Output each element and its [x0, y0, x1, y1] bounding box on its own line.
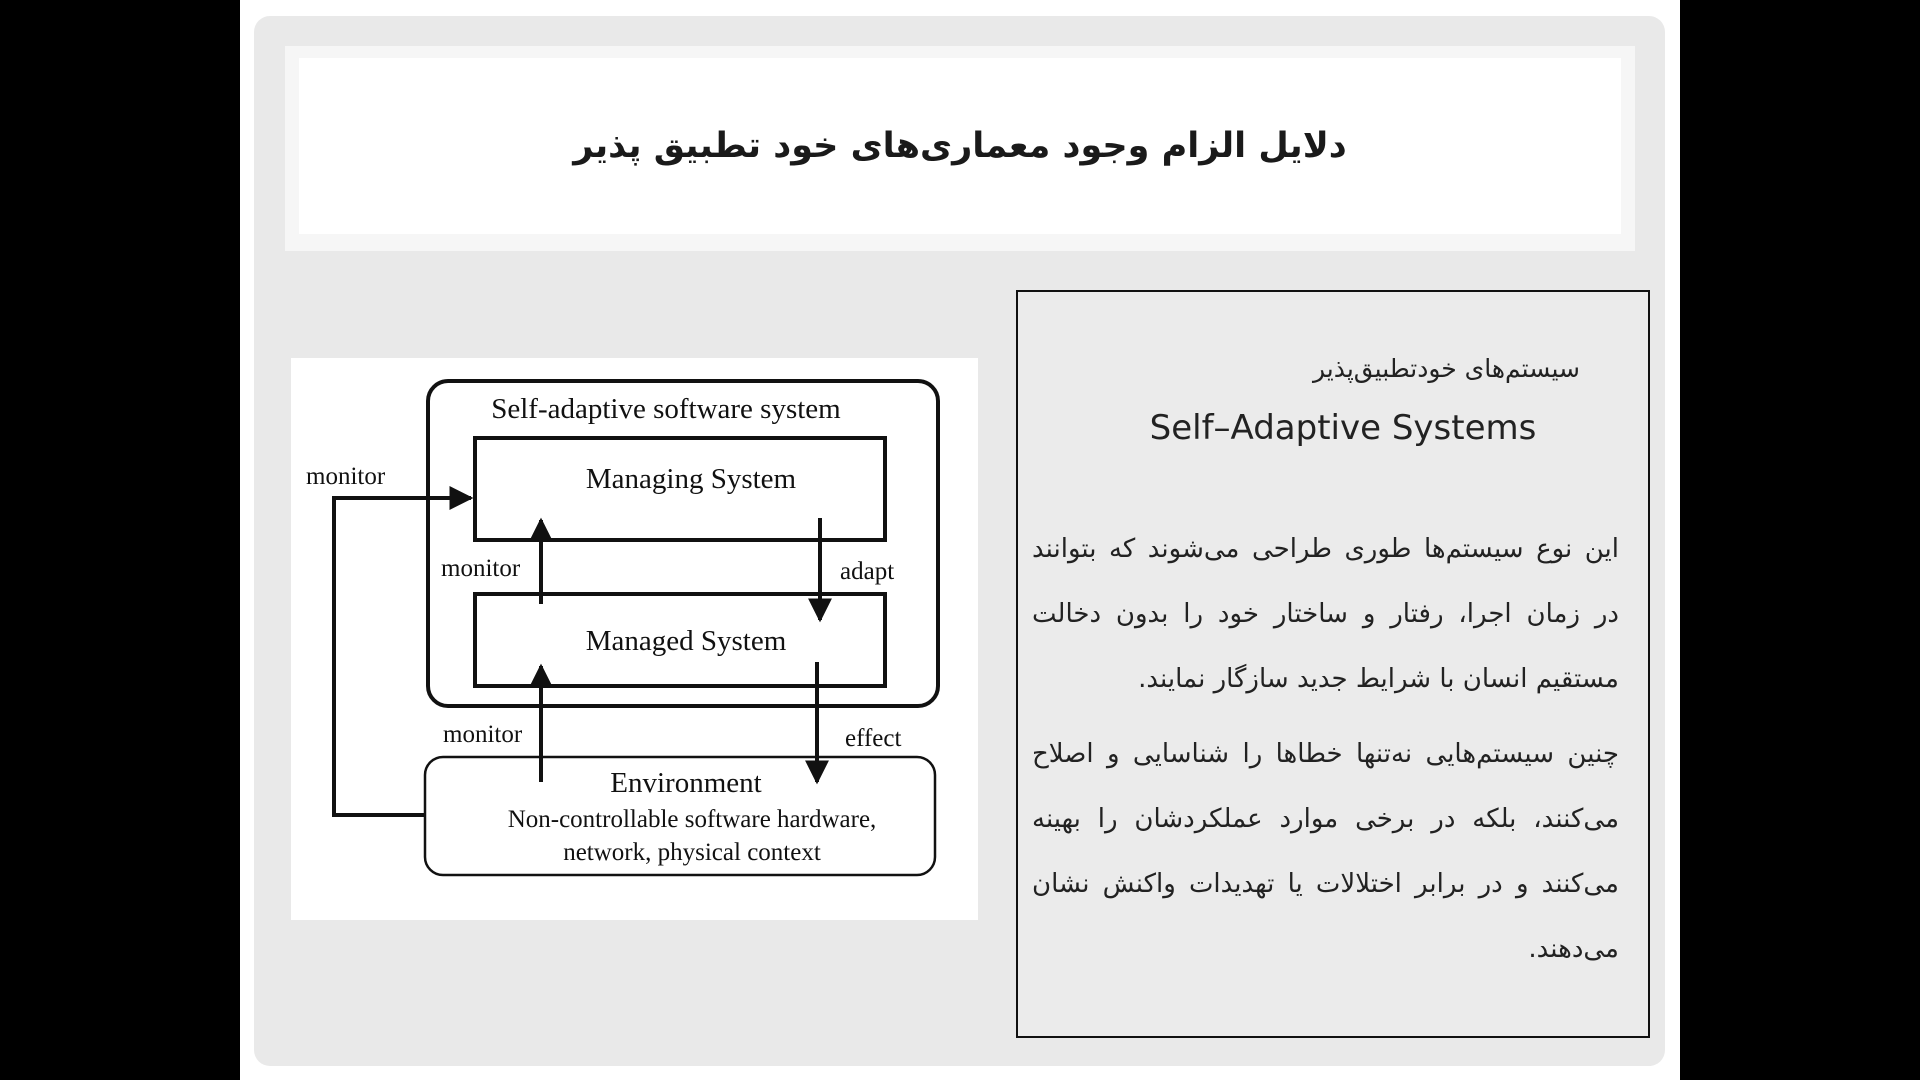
managed-system-label: Managed System: [585, 625, 787, 657]
persian-subtitle: سیستم‌های خودتطبیق‌پذیر: [1312, 354, 1580, 383]
description-paragraph-2: چنین سیستم‌هایی نه‌تنها خطاها را شناسایی و اصلاح می‌کنند، بلکه در برخی موارد عملکردشان را بهینه می‌کنند و در برابر اختلالات یا تهدیدات واکنش نشان می‌دهند.: [1032, 739, 1619, 964]
edge-label-monitor-inner: monitor: [441, 555, 521, 582]
environment-label: Environment: [610, 767, 762, 799]
managing-system-label: Managing System: [585, 463, 797, 495]
description-box: [1016, 290, 1650, 1038]
architecture-diagram: [291, 358, 978, 920]
description-paragraph-1: این نوع سیستم‌ها طوری طراحی می‌شوند که بتوانند در زمان اجرا، رفتار و ساختار خود را بدون دخالت مستقیم انسان با شرایط جدید سازگار نمایند.: [1032, 534, 1619, 694]
environment-desc-line2: network, physical context: [563, 839, 821, 866]
title-box: [299, 58, 1621, 234]
english-subtitle: Self–Adaptive Systems: [1149, 408, 1537, 448]
edge-label-adapt: adapt: [840, 558, 895, 585]
architecture-figure: [291, 358, 978, 920]
slide: [240, 0, 1680, 1080]
slide-title: دلایل الزام وجود معماری‌های خود تطبیق پذیر: [573, 126, 1347, 166]
edge-label-monitor-outer: monitor: [306, 463, 386, 490]
self-adaptive-system-label: Self-adaptive software system: [491, 393, 841, 425]
edge-label-effect: effect: [845, 725, 902, 752]
edge-label-monitor-env: monitor: [443, 721, 523, 748]
environment-desc-line1: Non-controllable software hardware,: [507, 806, 877, 833]
